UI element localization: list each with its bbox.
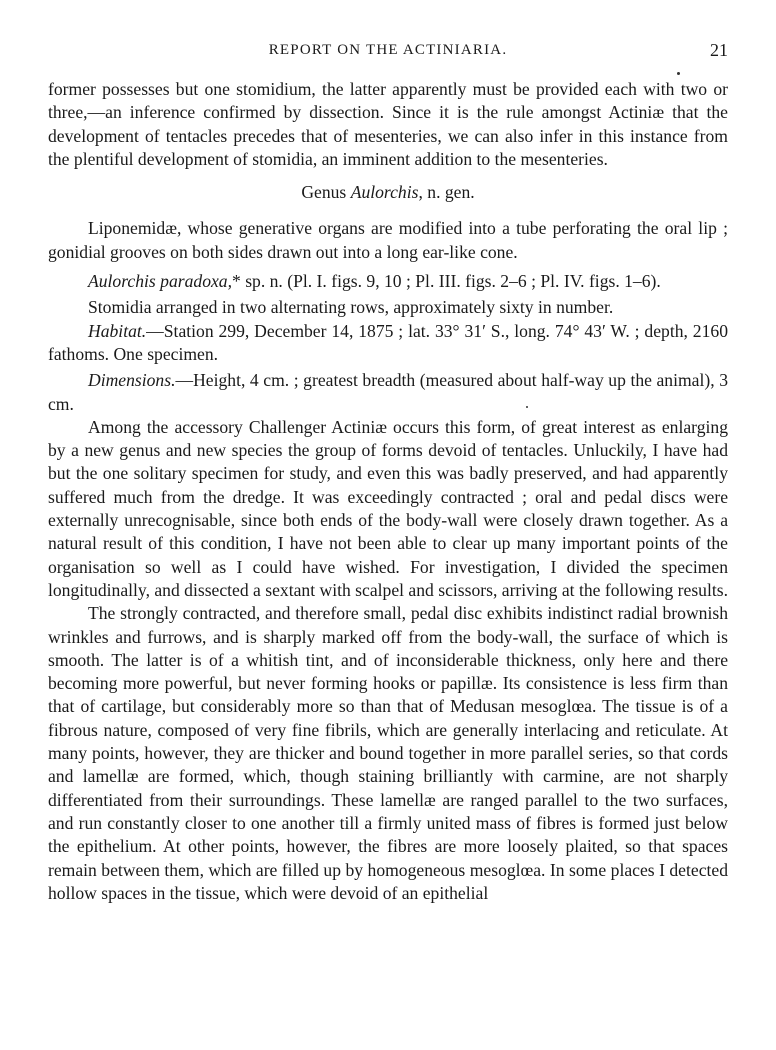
species-line: Aulorchis paradoxa,* sp. n. (Pl. I. figs. 9, 10 ; Pl. III. figs. 2–6 ; Pl. IV. figs. 1–6). <box>88 271 661 292</box>
dimensions-line: Dimensions.—Height, 4 cm. ; greatest breadth (measured about half-way up the animal), 3 cm. <box>48 370 728 414</box>
dimensions-label: Dimensions. <box>88 370 176 391</box>
habitat-label: Habitat. <box>88 320 147 341</box>
paragraph-intro: former possesses but one stomidium, the latter apparently must be provided each with two or three,—an inference confirmed by dissection. Since it is the rule amongst Actiniæ that the development of tentacles precedes that of mesenteries, we can also infer in this instance from the plentiful development of stomidia, an imminent addition to the mesenteries. <box>48 79 728 169</box>
stomidia-line: Stomidia arranged in two alternating rows, approximately sixty in number. <box>88 297 614 318</box>
paragraph-among: Among the accessory Challenger Actiniæ occurs this form, of great interest as enlarging by a new genus and new species the group of forms devoid of tentacles. Unluckily, I have had but the one solitary specimen for study, and even this was badly preserved, and had apparently suffered much from the dredge. It was exceedingly contracted ; oral and pedal discs were externally unrecognisable, since both ends of the body-wall were closely drawn together. As a natural result of this condition, I have not been able to clear up many important points of the organisation so well as I could have wished. For investigation, I divided the specimen longitudinally, and dissected a sextant with scalpel and scissors, arriving at the following results. <box>48 416 728 600</box>
paragraph-pedal: The strongly contracted, and therefore small, pedal disc exhibits indistinct radial brownish wrinkles and furrows, and is sharply marked off from the body-wall, the surface of which is smooth. The latter is of a whitish tint, and of inconsiderable thickness, only here and there becoming more powerful, but never forming hooks or papillæ. Its consistence is less firm than that of cartilage, but considerably more so than that of Medusan mesoglœa. The tissue is of a fibrous nature, composed of very fine fibrils, which are generally interlacing and reticulate. At many points, however, they are thicker and bound together in more parallel series, so that cords and lamellæ are formed, which, though staining brilliantly with carmine, are not sharply differentiated from their surroundings. These lamellæ are ranged parallel to the two surfaces, and run constantly closer to one another till a firmly united mass of fibres is formed just below the epithelium. At other points, however, the fibres are more loosely plaited, so that spaces remain between them, which are filled up by homogeneous mesoglœa. In some places I detected hollow spaces in the tissue, which were devoid of an epithelial <box>48 603 728 903</box>
genus-name: Aulorchis <box>350 182 419 203</box>
page-header <box>48 40 728 64</box>
running-head: REPORT ON THE ACTINIARIA. <box>268 42 508 58</box>
species-name: Aulorchis paradoxa, <box>88 271 232 292</box>
footnote-mark: * <box>232 271 241 292</box>
genus-heading: Genus Aulorchis, n. gen. <box>301 182 475 203</box>
body-text <box>48 78 728 905</box>
genus-description: Liponemidæ, whose generative organs are modified into a tube perforating the oral lip ; gonidial grooves on both sides drawn out into a long ear-like cone. <box>48 218 728 262</box>
page-number: 21 <box>710 40 728 60</box>
habitat-line: Habitat.—Station 299, December 14, 1875 ; lat. 33° 31′ S., long. 74° 43′ W. ; depth, 2160 fathoms. One specimen. <box>48 320 728 364</box>
ink-speck <box>677 72 680 75</box>
